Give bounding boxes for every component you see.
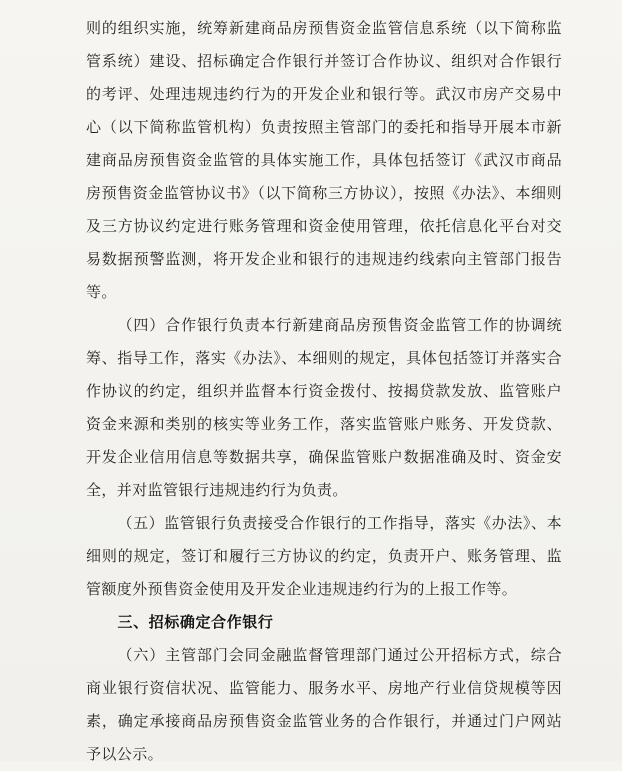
paragraph-item-5: （五）监管银行负责接受合作银行的工作指导，落实《办法》、本细则的规定，签订和履行三方协议的约定，负责开户、账务管理、监管额度外预售资金使用及开发企业违规违约行为的上报工作等。 [86, 514, 562, 598]
paragraph-item-4: （四）合作银行负责本行新建商品房预售资金监管工作的协调统筹、指导工作，落实《办法》、本细则的规定，具体包括签订并落实合作协议的约定，组织并监督本行资金拨付、按揭贷款发放、监管账户资金来源和类别的核实等业务工作，落实监管账户账务、开发贷款、开发企业信用信息等数据共享，确保监管账户数据准确及时、资金安全，并对监管银行违规违约行为负责。 [86, 316, 562, 499]
document-body [86, 12, 562, 771]
paragraph-responsibilities-continued: 则的组织实施，统筹新建商品房预售资金监管信息系统（以下简称监管系统）建设、招标确定合作银行并签订合作协议、组织对合作银行的考评、处理违规违约行为的开发企业和银行等。武汉市房产交易中心（以下简称监管机构）负责按照主管部门的委托和指导开展本市新建商品房预售资金监管的具体实施工作，具体包括签订《武汉市商品房预售资金监管协议书》（以下简称三方协议），按照《办法》、本细则及三方协议约定进行账务管理和资金使用管理，依托信息化平台对交易数据预警监测，将开发企业和银行的违规违约线索向主管部门报告等。 [86, 19, 562, 301]
section-heading-3: 三、招标确定合作银行 [117, 613, 274, 631]
paragraph-item-6: （六）主管部门会同金融监督管理部门通过公开招标方式，综合商业银行资信状况、监管能力、服务水平、房地产行业信贷规模等因素，确定承接商品房预售资金监管业务的合作银行，并通过门户网站予以公示。 [86, 646, 562, 763]
